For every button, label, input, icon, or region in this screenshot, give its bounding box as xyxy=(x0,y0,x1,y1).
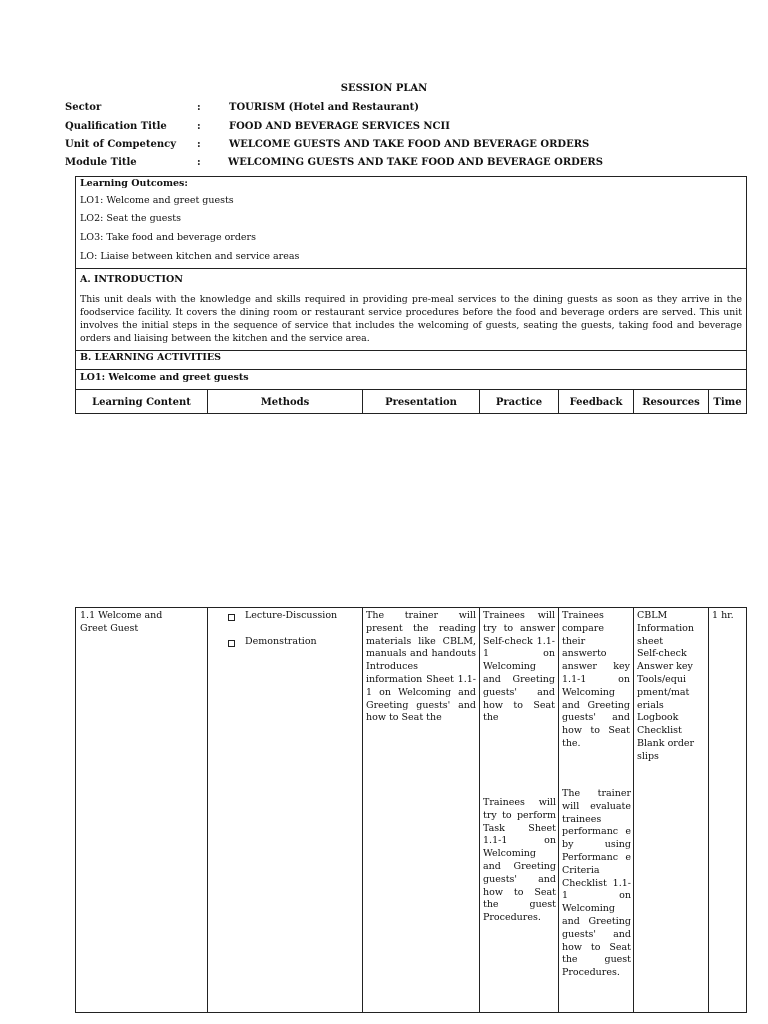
resources-cell xyxy=(634,608,709,1012)
column-header: Time xyxy=(713,396,742,408)
learning-content-text: 1.1 Welcome and Greet Guest xyxy=(80,610,163,634)
meta-value: WELCOMING GUESTS AND TAKE FOOD AND BEVERAGE ORDERS xyxy=(228,157,603,168)
meta-label: Sector xyxy=(65,102,102,113)
time-text: 1 hr. xyxy=(712,610,734,621)
meta-value: TOURISM (Hotel and Restaurant) xyxy=(229,102,420,113)
meta-label: Module Title xyxy=(65,157,137,168)
resource-item: Self-check xyxy=(637,648,687,660)
meta-label: Unit of Competency xyxy=(65,139,177,150)
column-header: Practice xyxy=(480,390,559,414)
learning-outcomes-heading: Learning Outcomes: xyxy=(80,178,188,189)
practice-text-2: Trainees will try to perform Task Sheet 1.1-1 on Welcoming and Greeting guests' and how to Seat the guest Procedures. xyxy=(483,797,556,924)
introduction-heading: A. INTRODUCTION xyxy=(80,274,183,285)
column-header: Learning Content xyxy=(76,390,208,414)
time-cell xyxy=(709,608,746,1012)
bullet-square-icon xyxy=(228,640,235,647)
feedback-text-1: Trainees compare their answerto answer key 1.1-1 on Welcoming and Greeting guests' and how to Seat the. xyxy=(562,610,630,749)
method-item xyxy=(208,610,362,623)
meta-colon: : xyxy=(197,121,201,132)
meta-colon: : xyxy=(197,102,201,113)
method-label: Demonstration xyxy=(245,635,317,647)
lo1-section xyxy=(76,369,746,389)
meta-label: Qualification Title xyxy=(65,121,167,132)
method-item xyxy=(208,636,362,649)
presentation-cell xyxy=(363,608,480,1012)
learning-activities-heading: B. LEARNING ACTIVITIES xyxy=(80,352,221,363)
resource-item: Answer key xyxy=(637,661,693,673)
resources-list xyxy=(634,608,708,766)
resource-item: Logbook xyxy=(637,712,679,724)
column-header: Presentation xyxy=(363,390,480,414)
page-title: SESSION PLAN xyxy=(340,83,428,94)
resource-item: Checklist xyxy=(637,725,682,737)
learning-content-cell xyxy=(76,608,208,1012)
practice-cell xyxy=(480,608,559,1012)
methods-cell xyxy=(208,608,363,1012)
introduction-section xyxy=(76,268,746,350)
meta-colon: : xyxy=(197,139,201,150)
resource-item: Blank order slips xyxy=(637,737,695,762)
column-header: Feedback xyxy=(559,390,634,414)
lo1-heading: LO1: Welcome and greet guests xyxy=(80,372,249,383)
practice-text-1: Trainees will try to answer Self-check 1.1-1 on Welcoming and Greeting guests' and how to Seat the xyxy=(483,610,555,724)
resource-item: Tools/equi pment/mat erials xyxy=(637,673,690,711)
resource-item: CBLM xyxy=(637,610,668,621)
learning-outcome-item: LO: Liaise between kitchen and service areas xyxy=(80,251,300,262)
table-header-row xyxy=(76,389,746,414)
session-plan-table-row xyxy=(75,607,747,1013)
learning-outcomes-section xyxy=(76,177,746,268)
learning-outcome-item: LO2: Seat the guests xyxy=(80,213,181,224)
feedback-cell xyxy=(559,608,634,1012)
learning-outcome-item: LO1: Welcome and greet guests xyxy=(80,195,234,206)
meta-value: WELCOME GUESTS AND TAKE FOOD AND BEVERAGE ORDERS xyxy=(229,139,590,150)
learning-outcome-item: LO3: Take food and beverage orders xyxy=(80,232,256,243)
column-header: Resources xyxy=(634,390,709,414)
introduction-text: This unit deals with the knowledge and skills required in providing pre-meal services to the dining guests as soon as they arrive in the foodservice facility. It covers the dining room or restaurant service procedures before the food and beverage orders are served. This unit involves the initial steps in the sequence of service that includes the welcoming of guests, seating the guests, taking food and beverage orders and liaising between the kitchen and the service area. xyxy=(80,294,742,344)
method-label: Lecture-Discussion xyxy=(245,610,338,621)
presentation-text: The trainer will present the reading materials like CBLM, manuals and handouts Introduces information Sheet 1.1-1 on Welcoming and Greeting guests' and how to Seat the xyxy=(366,610,476,724)
resource-item: Information sheet xyxy=(637,622,695,647)
meta-colon: : xyxy=(197,157,201,168)
session-plan-table-top xyxy=(75,176,747,414)
bullet-square-icon xyxy=(228,614,235,621)
meta-value: FOOD AND BEVERAGE SERVICES NCII xyxy=(229,121,450,132)
learning-activities-section xyxy=(76,350,746,369)
feedback-text-2: The trainer will evaluate trainees performanc e by using Performanc e Criteria Checklist 1.1-1 on Welcoming and Greeting guests' and how to Seat the guest Procedures. xyxy=(562,788,631,979)
column-header: Methods xyxy=(208,390,363,414)
